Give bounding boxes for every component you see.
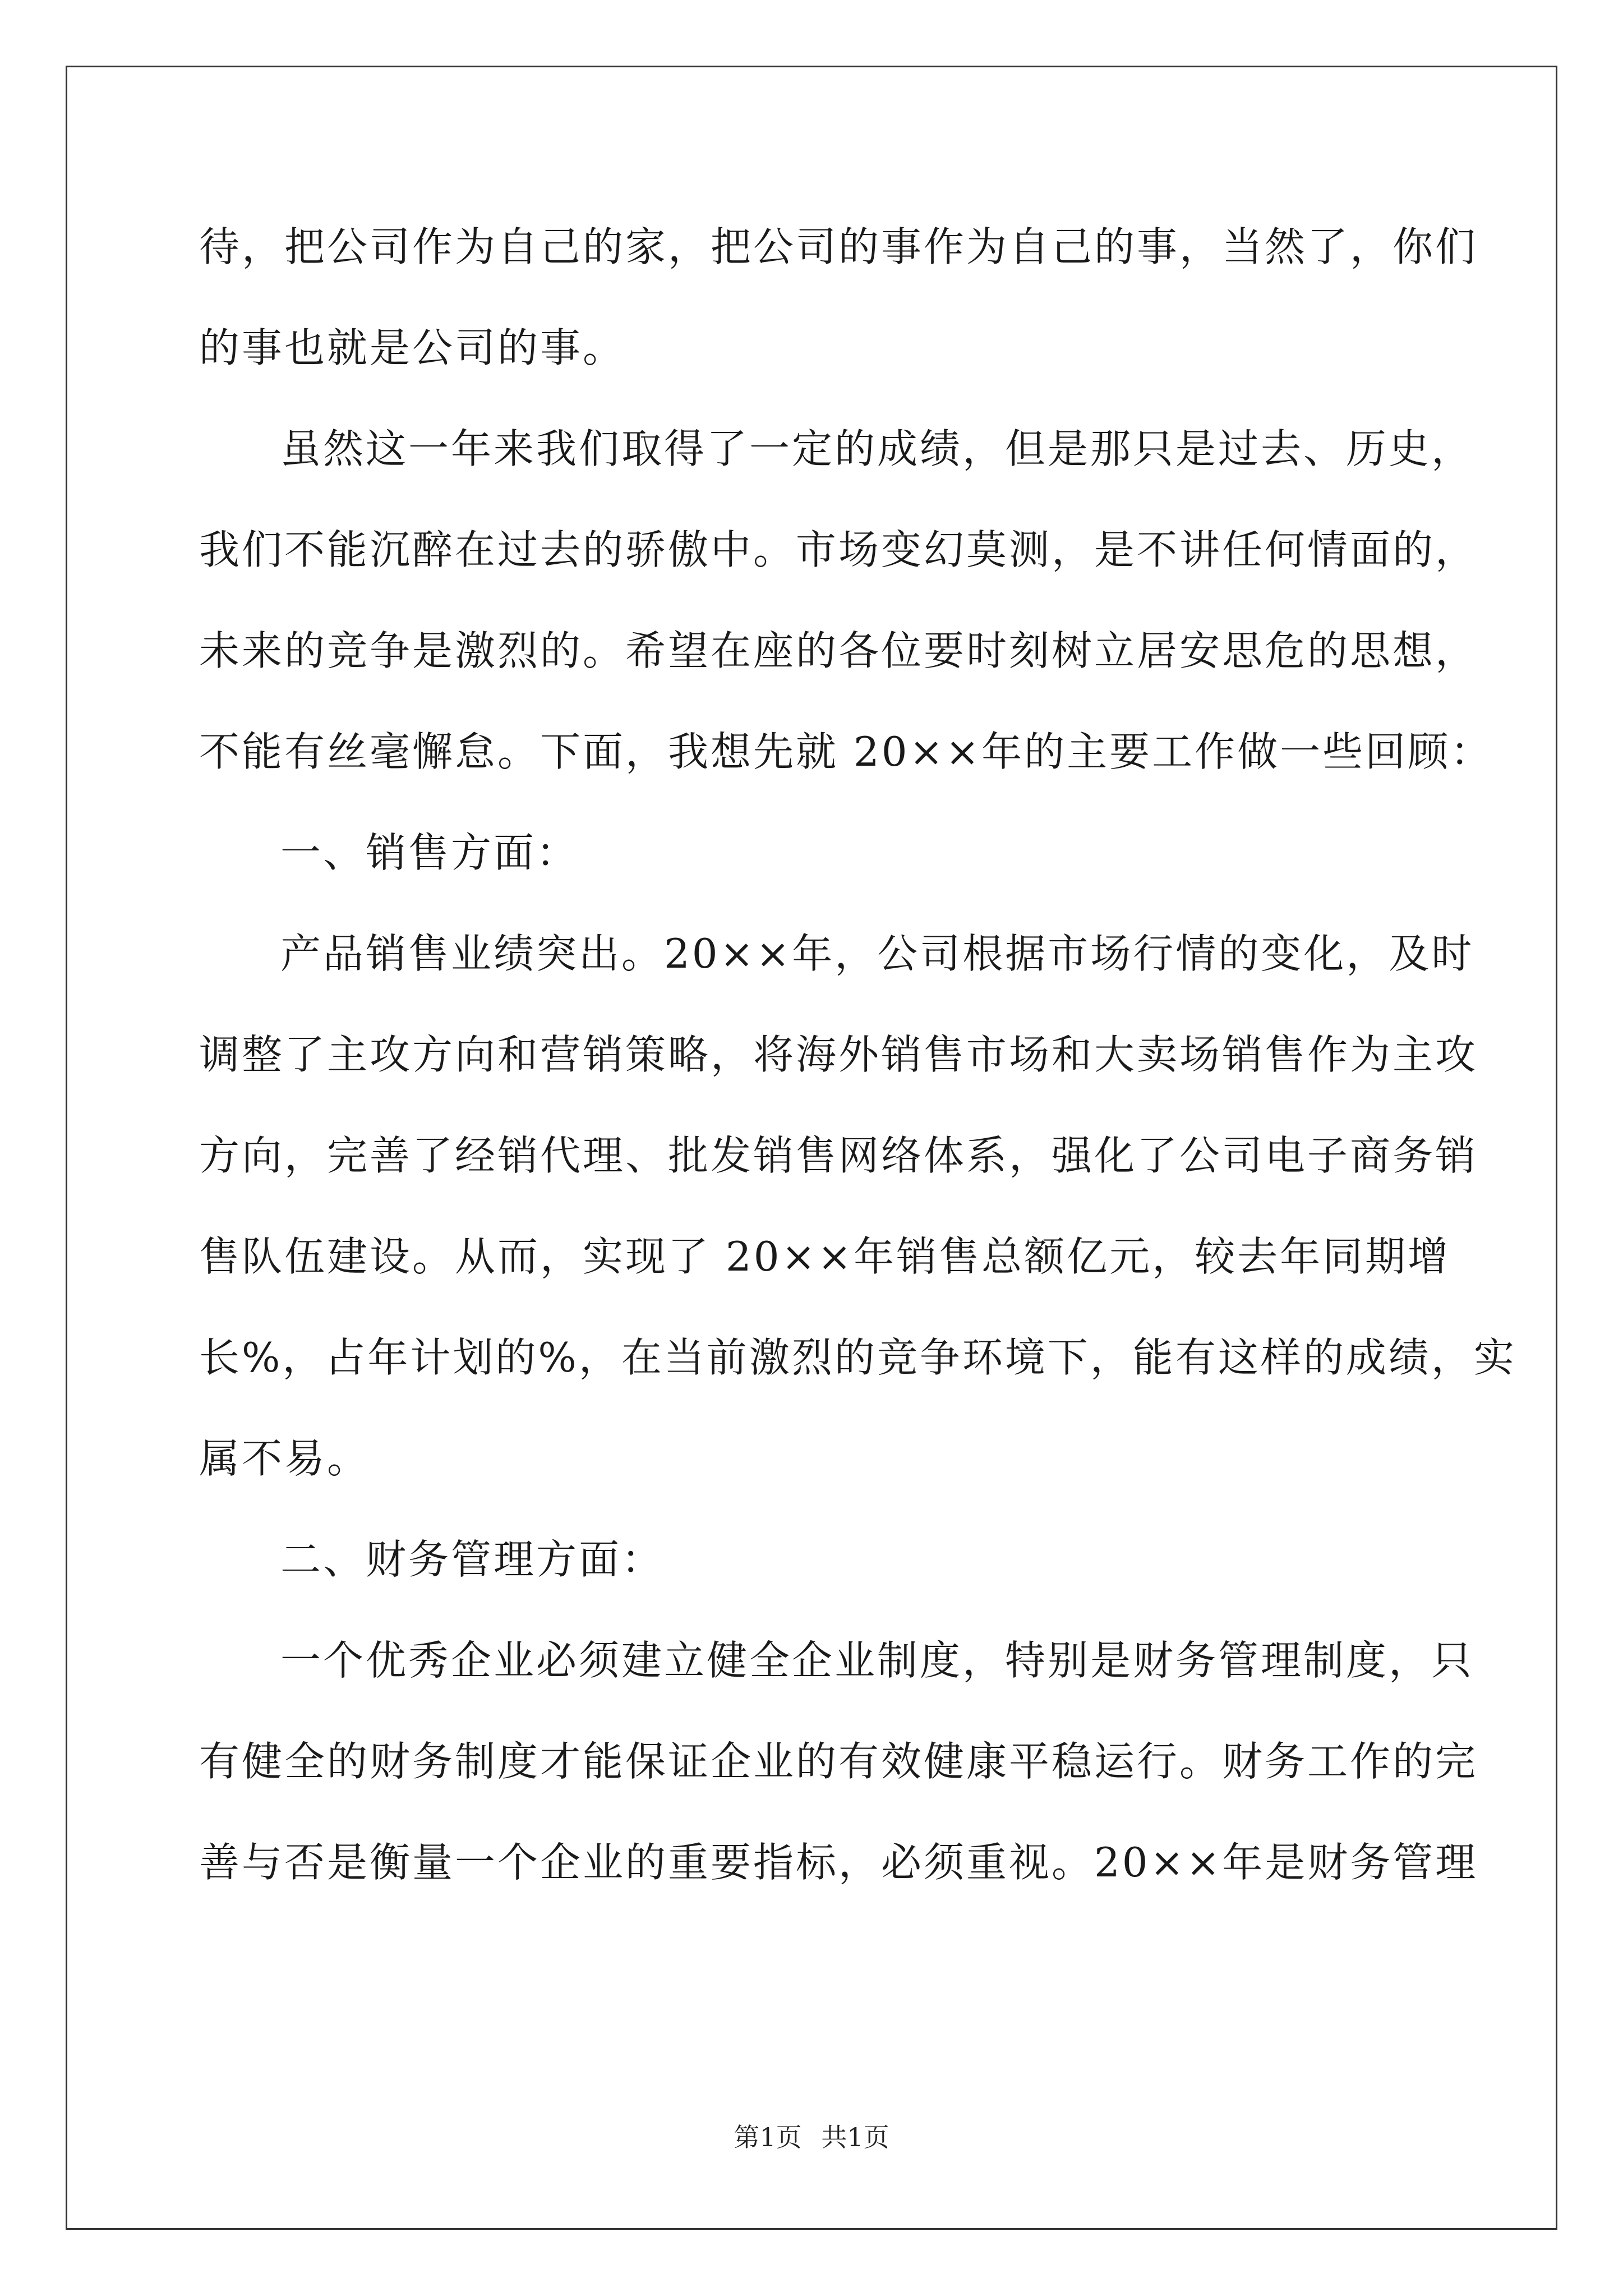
page-footer: [0, 2120, 1623, 2154]
text-line: 我们不能沉醉在过去的骄傲中。市场变幻莫测，是不讲任何情面的，: [199, 526, 1478, 573]
text-line: 的事也就是公司的事。: [199, 324, 626, 371]
text-line: 属不易。: [199, 1435, 370, 1482]
section-heading: 二、财务管理方面：: [280, 1536, 665, 1583]
text-line: 售队伍建设。从而，实现了 20××年销售总额亿元，较去年同期增: [199, 1233, 1451, 1280]
text-line: 一个优秀企业必须建立健全企业制度，特别是财务管理制度，只: [280, 1637, 1474, 1684]
text-line: 未来的竞争是激烈的。希望在座的各位要时刻树立居安思危的思想，: [199, 627, 1478, 674]
text-line: 善与否是衡量一个企业的重要指标，必须重视。20××年是财务管理: [199, 1839, 1478, 1886]
text-line: 待，把公司作为自己的家，把公司的事作为自己的事，当然了，你们: [199, 223, 1478, 270]
text-line: 方向，完善了经销代理、批发销售网络体系，强化了公司电子商务销: [199, 1132, 1478, 1179]
page-number: 第1页: [734, 2122, 802, 2152]
text-line: 调整了主攻方向和营销策略，将海外销售市场和大卖场销售作为主攻: [199, 1031, 1478, 1078]
text-line: 有健全的财务制度才能保证企业的有效健康平稳运行。财务工作的完: [199, 1738, 1478, 1785]
text-line: 长%，占年计划的%，在当前激烈的竞争环境下，能有这样的成绩，实: [199, 1334, 1516, 1381]
section-heading: 一、销售方面：: [280, 829, 579, 876]
text-line: 虽然这一年来我们取得了一定的成绩，但是那只是过去、历史，: [280, 425, 1474, 472]
page-total: 共1页: [821, 2122, 889, 2152]
text-line: 不能有丝毫懈怠。下面，我想先就 20××年的主要工作做一些回顾：: [199, 728, 1493, 775]
text-line: 产品销售业绩突出。20××年，公司根据市场行情的变化，及时: [280, 930, 1474, 977]
